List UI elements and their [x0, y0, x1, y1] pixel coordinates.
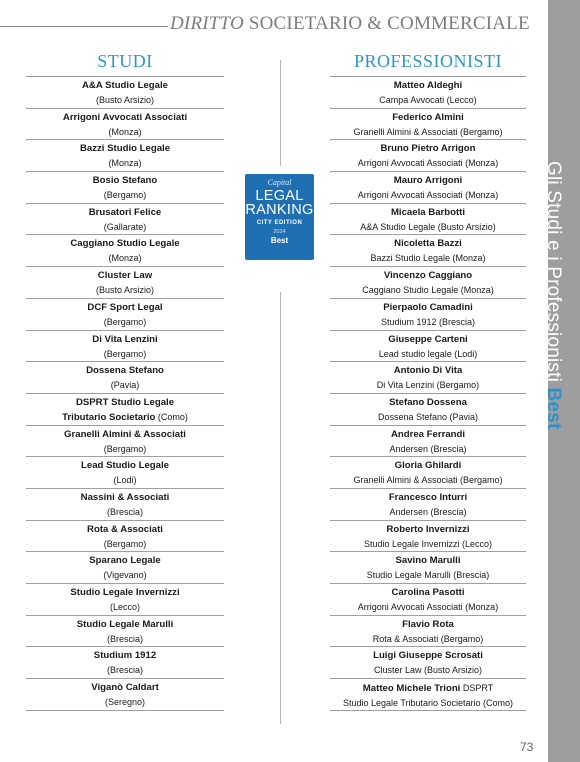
- studio-name: [26, 681, 224, 695]
- center-divider-top: [280, 60, 281, 166]
- professionista-name-text: Stefano Dossena: [389, 396, 467, 408]
- studio-detail: (Bergamo): [103, 316, 147, 327]
- studio-entry: [26, 267, 224, 299]
- badge-brand: Capital: [267, 178, 292, 187]
- professionista-detail: Campa Avvocati (Lecco): [379, 95, 477, 105]
- studio-name: [26, 301, 224, 315]
- professionista-detail: Studio Legale Invernizzi (Lecco): [363, 538, 493, 549]
- professionista-name-text: Savino Marulli: [395, 555, 461, 567]
- professionista-name-text: Flavio Rota: [402, 618, 454, 630]
- studio-entry: [26, 584, 224, 616]
- studio-detail: (Bergamo): [103, 348, 147, 359]
- professionista-name-suffix: DSPRT: [460, 683, 494, 694]
- professionista-detail: Andersen (Brescia): [389, 443, 467, 454]
- studio-name-text: Dossena Stefano: [86, 365, 164, 377]
- professionista-entry: [330, 521, 526, 553]
- studio-name-text: Studium 1912: [93, 650, 157, 662]
- sidebar-title: [542, 161, 564, 429]
- professionista-entry: [330, 647, 526, 679]
- studio-detail-city: (Como): [155, 411, 188, 422]
- professionista-name: [330, 396, 526, 410]
- professionista-detail: Granelli Almini & Associati (Bergamo): [353, 475, 503, 486]
- professionista-entry: [330, 394, 526, 426]
- professionista-entry: [330, 457, 526, 489]
- section-header: [170, 13, 530, 35]
- professionista-detail: Dossena Stefano (Pavia): [377, 411, 479, 422]
- studio-name: [26, 333, 224, 347]
- professionista-entry: [330, 584, 526, 616]
- legal-ranking-badge: [245, 174, 314, 260]
- professionista-name-text: Roberto Invernizzi: [386, 523, 470, 535]
- professionista-entry: [330, 489, 526, 521]
- professionista-name: [330, 618, 526, 632]
- studio-name: [26, 586, 224, 600]
- professionista-entry: [330, 552, 526, 584]
- professionista-entry: [330, 204, 526, 236]
- professionista-name-text: Vincenzo Caggiano: [383, 270, 473, 282]
- professionista-name: [330, 681, 526, 696]
- professionista-name: [330, 649, 526, 663]
- professionista-name-text: Matteo Michele Trioni: [362, 683, 461, 695]
- studio-name-text: Bazzi Studio Legale: [79, 143, 171, 155]
- professionisti-list: [330, 76, 526, 711]
- professionista-name: [330, 523, 526, 537]
- professionista-name: [330, 364, 526, 378]
- studio-entry: [26, 647, 224, 679]
- professionista-name-text: Andrea Ferrandi: [390, 428, 466, 440]
- studio-detail: (Pavia): [110, 380, 140, 391]
- studio-name: [26, 428, 224, 442]
- studio-detail: (Brescia): [106, 665, 143, 676]
- professionista-detail: Rota & Associati (Bergamo): [372, 633, 484, 644]
- professionista-detail: Bazzi Studio Legale (Monza): [370, 253, 486, 264]
- sidebar-bold: Best: [543, 387, 564, 430]
- studio-name-text: Sparano Legale: [89, 555, 161, 567]
- studi-title: STUDI: [97, 51, 153, 71]
- page-number: 73: [520, 740, 534, 754]
- professionista-name: [330, 491, 526, 505]
- studio-name: [26, 206, 224, 220]
- badge-line-edition: CITY EDITION: [256, 220, 303, 226]
- studio-entry: [26, 362, 224, 394]
- studio-entry: [26, 521, 224, 553]
- studio-entry: [26, 616, 224, 648]
- studio-detail-bold: Tributario Societario: [62, 411, 156, 423]
- professionista-name-text: Micaela Barbotti: [390, 206, 466, 218]
- studio-detail: (Gallarate): [103, 221, 147, 232]
- studio-name-text: Bosio Stefano: [92, 175, 158, 187]
- studio-entry: [26, 235, 224, 267]
- professionisti-title: PROFESSIONISTI: [353, 51, 503, 71]
- header-rule: [0, 26, 168, 27]
- studio-name: [26, 269, 224, 283]
- header-italic: DIRITTO: [170, 13, 244, 34]
- professionista-detail: Andersen (Brescia): [389, 506, 467, 517]
- studio-name-text: Arrigoni Avvocati Associati: [62, 111, 188, 123]
- studio-name-text: Caggiano Studio Legale: [70, 238, 180, 250]
- professionista-detail: Studio Legale Tributario Societario (Como): [342, 698, 514, 709]
- studio-name: [26, 618, 224, 632]
- professionista-name-text: Pierpaolo Camadini: [383, 301, 473, 313]
- studio-detail: (Busto Arsizio): [95, 95, 155, 105]
- studio-entry: [26, 489, 224, 521]
- professionista-name-text: Antonio Di Vita: [393, 365, 463, 377]
- studio-name-text: Studio Legale Marulli: [76, 618, 174, 630]
- studio-name: [26, 396, 224, 410]
- professionista-name: [330, 301, 526, 315]
- studio-name-text: Studio Legale Invernizzi: [70, 587, 180, 598]
- professionista-entry: [330, 331, 526, 363]
- professionista-entry: [330, 299, 526, 331]
- professionista-name-text: Nicoletta Bazzi: [394, 238, 462, 250]
- studio-detail: (Vigevano): [103, 570, 147, 581]
- studio-name: [26, 174, 224, 188]
- professionista-detail: Studium 1912 (Brescia): [380, 316, 476, 327]
- professionista-detail: Cluster Law (Busto Arsizio): [373, 665, 483, 676]
- studio-detail: (Bergamo): [103, 443, 147, 454]
- studio-detail: [26, 410, 224, 425]
- studio-detail: (Bergamo): [103, 538, 147, 549]
- studio-entry: [26, 552, 224, 584]
- studio-name-text: Rota & Associati: [87, 523, 163, 535]
- professionista-entry: [330, 140, 526, 172]
- professionista-name: [330, 269, 526, 283]
- studio-entry: [26, 426, 224, 458]
- professionista-detail: Arrigoni Avvocati Associati (Monza): [357, 190, 499, 201]
- professionista-name: [330, 428, 526, 442]
- professionista-detail: Caggiano Studio Legale (Monza): [362, 285, 494, 296]
- professionista-name-text: Mauro Arrigoni: [393, 175, 463, 187]
- professionista-entry: [330, 362, 526, 394]
- studio-entry: [26, 140, 224, 172]
- studio-entry: [26, 394, 224, 426]
- professionista-detail: Studio Legale Marulli (Brescia): [366, 570, 490, 581]
- professionista-entry: [330, 679, 526, 711]
- studio-entry: [26, 457, 224, 489]
- center-divider-bottom: [280, 292, 281, 724]
- professionista-entry: [330, 426, 526, 458]
- studio-name-text: DCF Sport Legal: [87, 301, 163, 313]
- studio-entry: [26, 299, 224, 331]
- studio-detail: (Busto Arsizio): [95, 285, 155, 296]
- professionista-name: [330, 206, 526, 220]
- studi-list: [26, 76, 224, 711]
- studio-detail: (Lodi): [113, 475, 137, 486]
- studio-detail: (Lecco): [109, 602, 140, 612]
- studio-name: [26, 491, 224, 505]
- studio-name: [26, 554, 224, 568]
- studio-name: [26, 649, 224, 663]
- professionista-detail: Arrigoni Avvocati Associati (Monza): [357, 602, 499, 612]
- studio-name: [26, 523, 224, 537]
- studio-name-text: Lead Studio Legale: [81, 460, 169, 472]
- professionista-entry: [330, 109, 526, 141]
- studio-detail: (Monza): [108, 253, 142, 264]
- professionista-name-text: Gloria Ghilardi: [394, 460, 462, 472]
- studio-name: [26, 364, 224, 378]
- professionista-name-text: Francesco Inturri: [388, 491, 468, 503]
- badge-line-ranking: RANKING: [245, 202, 314, 218]
- studio-detail: (Monza): [108, 158, 142, 169]
- studio-name-text: Nassini & Associati: [80, 491, 170, 503]
- studio-detail: (Monza): [108, 126, 142, 137]
- professionista-name: [330, 142, 526, 156]
- studio-name-text: Brusatori Felice: [88, 206, 162, 218]
- studio-entry: [26, 172, 224, 204]
- professionista-name: [330, 79, 526, 93]
- professionista-name: [330, 459, 526, 473]
- badge-tier: Best: [270, 236, 289, 245]
- professionista-entry: [330, 235, 526, 267]
- studio-name-text: Di Vita Lenzini: [92, 333, 158, 345]
- professionista-name-text: Carolina Pasotti: [391, 587, 465, 598]
- studio-entry: [26, 679, 224, 711]
- professionista-name: [330, 554, 526, 568]
- professionista-entry: [330, 77, 526, 109]
- professionista-name-text: Matteo Aldeghi: [393, 80, 463, 91]
- studio-entry: [26, 109, 224, 141]
- professionista-entry: [330, 172, 526, 204]
- badge-line-legal: LEGAL: [255, 188, 304, 204]
- professionista-detail: Arrigoni Avvocati Associati (Monza): [357, 158, 499, 169]
- studio-entry: [26, 331, 224, 363]
- studio-detail: (Bergamo): [103, 190, 147, 201]
- professionista-detail: A&A Studio Legale (Busto Arsizio): [360, 221, 496, 232]
- professionista-name: [330, 333, 526, 347]
- studio-detail: (Brescia): [106, 633, 143, 644]
- studio-entry: [26, 204, 224, 236]
- professionista-entry: [330, 616, 526, 648]
- studio-name: [26, 111, 224, 125]
- professionista-name: [330, 237, 526, 251]
- sidebar-text: Gli Studi e i Professionisti: [543, 161, 564, 388]
- studio-name: [26, 237, 224, 251]
- studio-name-text: DSPRT Studio Legale: [75, 396, 175, 408]
- studio-name-text: Cluster Law: [97, 270, 153, 282]
- professionista-entry: [330, 267, 526, 299]
- studio-name-text: Viganò Caldart: [91, 682, 159, 694]
- studio-detail: (Brescia): [106, 506, 143, 517]
- professionista-name-text: Federico Almini: [392, 111, 464, 123]
- professionista-name: [330, 111, 526, 125]
- professionista-detail: Di Vita Lenzini (Bergamo): [376, 380, 480, 391]
- professionista-detail: Granelli Almini & Associati (Bergamo): [353, 126, 503, 137]
- studio-name-text: Granelli Almini & Associati: [64, 428, 186, 440]
- professionista-name-text: Giuseppe Carteni: [388, 333, 468, 345]
- professionista-name: [330, 174, 526, 188]
- studio-name: [26, 459, 224, 473]
- studio-entry: [26, 77, 224, 109]
- professionista-name-text: Luigi Giuseppe Scrosati: [373, 650, 483, 662]
- header-rest: SOCIETARIO & COMMERCIALE: [243, 13, 530, 34]
- professionista-name: [330, 586, 526, 600]
- studio-detail: (Seregno): [104, 697, 146, 708]
- studio-name-text: A&A Studio Legale: [82, 80, 168, 91]
- professionista-name-text: Bruno Pietro Arrigon: [380, 143, 476, 155]
- studio-name: [26, 79, 224, 93]
- professionista-detail: Lead studio legale (Lodi): [378, 348, 478, 359]
- badge-year: 2024: [273, 229, 286, 235]
- studio-name: [26, 142, 224, 156]
